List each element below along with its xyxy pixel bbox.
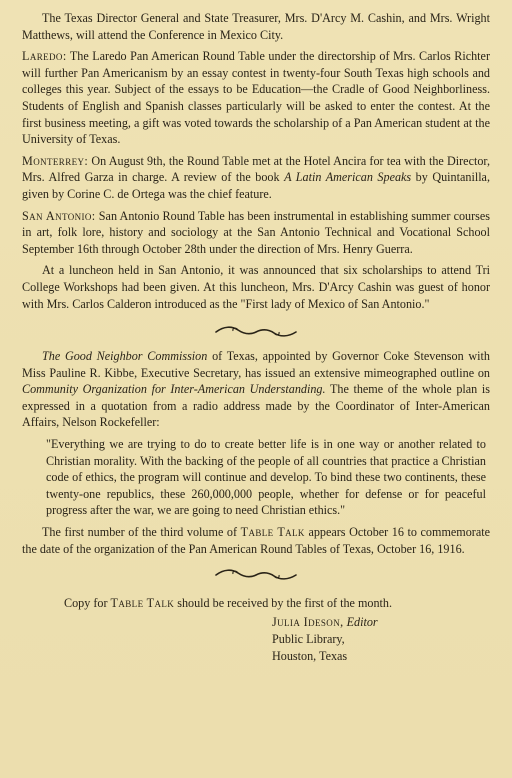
intro-paragraph	[22, 10, 490, 43]
commission-title: The Good Neighbor Commission	[42, 349, 208, 364]
copy-publication: Table Talk	[110, 596, 175, 611]
editor-address-line-1: Public Library,	[272, 631, 345, 646]
scroll-ornament-icon	[214, 568, 298, 582]
commission-text-2: The theme of the whole plan is expressed in a quotation from a radio address made by the Coordinator of Inter-American Affairs, Nelson Rockefeller:	[22, 382, 490, 430]
announcement-publication: Table Talk	[240, 525, 305, 540]
monterrey-text-before: On August 9th, the Round Table met at the Hotel Ancira for tea with the Director, Mrs. Alfred Garza in charge. A review of the book	[22, 153, 490, 185]
editor-signature	[22, 614, 490, 665]
announcement-paragraph	[22, 524, 490, 557]
announcement-text-before: The first number of the third volume of	[42, 525, 238, 540]
san-antonio-paragraph	[22, 208, 490, 258]
editor-name-line	[272, 614, 490, 631]
laredo-text: The Laredo Pan American Round Table under the directorship of Mrs. Carlos Richter will further Pan Americanism by an essay contest in twenty-four South Texas high schools and colleges this year. Subject of the essays to be Education—the Cradle of Good Neighborliness. Students of English and Spanish classes particularly will be asked to enter the contest. At the first business meeting, a gift was voted towards the scholarship of a Pan American student at the University of Texas.	[22, 49, 490, 147]
luncheon-paragraph	[22, 262, 490, 312]
copy-text-after: should be received by the first of the month.	[177, 596, 393, 611]
ornament-divider-2	[22, 559, 490, 591]
ornament-divider-1	[22, 316, 490, 348]
quote-text: "Everything we are trying to do to create better life is in one way or another related to Christian morality. With the backing of the people of all countries that practice a Christian code of ethics, the program will continue and develop. To bind these two continents, these twenty-one republics, these 260,000,000 people, whether for defense or for peaceful progress after the war, we are going to need Christian ethics."	[46, 437, 486, 518]
outline-title: Community Organization for Inter-American Understanding.	[22, 382, 326, 397]
editor-address-line-2: Houston, Texas	[272, 648, 348, 663]
luncheon-text: At a luncheon held in San Antonio, it was announced that six scholarships to attend Tri College Workshops had been given. At this luncheon, Mrs. D'Arcy Cashin was guest of honor with Mrs. Carlos Calderon introduced as the "First lady of Mexico of San Antonio."	[22, 263, 490, 311]
copy-text-before: Copy for	[64, 596, 108, 611]
san-antonio-heading: San Antonio:	[22, 208, 96, 223]
commission-paragraph	[22, 348, 490, 431]
monterrey-heading: Monterrey:	[22, 153, 89, 168]
editor-name: Julia Ideson,	[272, 614, 344, 629]
laredo-heading: Laredo:	[22, 49, 67, 64]
monterrey-paragraph	[22, 153, 490, 203]
san-antonio-text: San Antonio Round Table has been instrumental in establishing summer courses in art, folk lore, history and sociology at the San Antonio Technical and Vocational School September 16th through October 28th under the direction of Mrs. Henry Guerra.	[22, 208, 490, 256]
announcement-text-after: appears October 16 to commemorate the date of the organization of the Pan American Round Tables of Texas, October 16, 1916.	[22, 525, 490, 556]
laredo-paragraph	[22, 48, 490, 148]
copy-notice	[22, 595, 490, 612]
monterrey-text-after: by Quintanilla, given by Corine C. de Ortega was the chief feature.	[22, 170, 490, 201]
commission-text-1: of Texas, appointed by Governor Coke Stevenson with Miss Pauline R. Kibbe, Executive Secretary, has issued an extensive mimeographed outline on	[22, 349, 490, 380]
scroll-ornament-icon	[214, 325, 298, 339]
intro-text: The Texas Director General and State Treasurer, Mrs. D'Arcy M. Cashin, and Mrs. Wright Matthews, will attend the Conference in Mexico City.	[22, 11, 490, 42]
book-title: A Latin American Speaks	[284, 170, 412, 185]
rockefeller-quote	[22, 436, 490, 519]
editor-role: Editor	[346, 614, 378, 629]
